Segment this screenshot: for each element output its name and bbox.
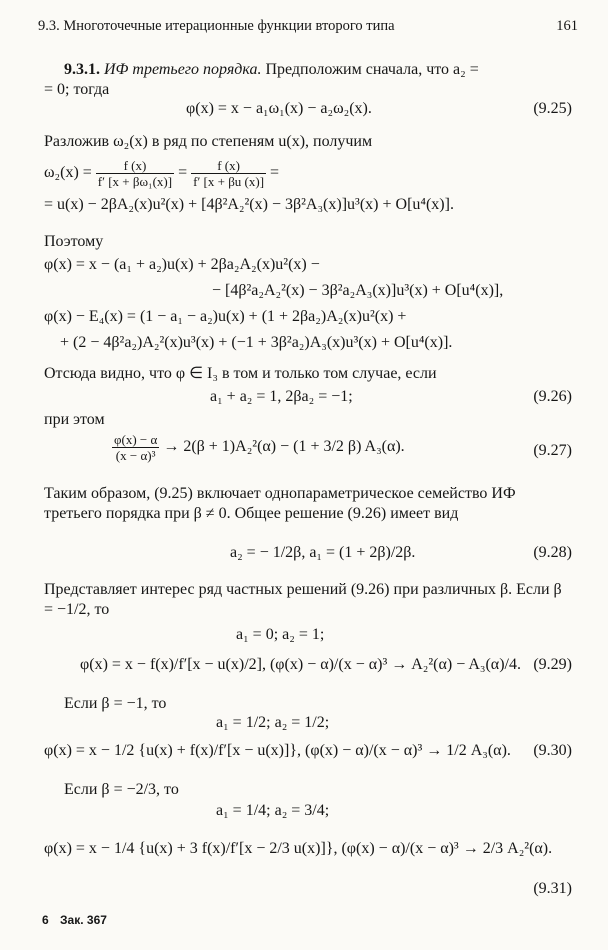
section-number: 9.3.1. [64, 61, 100, 78]
equation-9-27 [112, 432, 405, 463]
equation-number-9-26: (9.26) [533, 388, 572, 405]
equation-9-25: φ(x) = x − a₁ω₁(x) − a₂ω₂(x). [186, 100, 372, 117]
equation-9-30: φ(x) = x − 1/2 {u(x) + f(x)/f′[x − u(x)]}, (φ(x) − α)/(x − α)³ → 1/2 A₃(α). [44, 742, 511, 759]
phi-expansion-line-1: φ(x) = x − (a₁ + a₂)u(x) + 2βa₂A₂(x)u²(x) − [44, 256, 320, 273]
if-beta-minus-one: Если β = −1, то [64, 695, 167, 712]
equation-number-9-31: (9.31) [533, 880, 572, 897]
phi-expansion-line-2: − [4β²a₂A₂²(x) − 3β²a₂A₃(x)]u³(x) + O[u⁴(x)], [212, 282, 504, 299]
order-number: Зак. 367 [60, 913, 107, 927]
particular-solutions-paragraph: Представляет интерес ряд частных решений (9.26) при различных β. Если β = −1/2, то [44, 581, 562, 618]
equation-9-28: a₂ = − 1/2β, a₁ = (1 + 2β)/2β. [230, 544, 416, 561]
at-this-label: при этом [44, 411, 105, 428]
omega-fraction-1: $\frac{f (x)}{\text{f′ [x + βω₁(x)]}}$ [97, 158, 173, 189]
equation-number-9-25: (9.25) [533, 100, 572, 117]
omega-lhs: ω₂(x) = [44, 164, 92, 182]
solution-beta-minus-one: a₁ = 1/2; a₂ = 1/2; [216, 714, 330, 731]
equation-9-27-rhs: → 2(β + 1)A₂²(α) − (1 + 3/2 β) A₃(α). [163, 438, 405, 456]
section-intro: Предположим сначала, что a₂ = [265, 61, 479, 78]
sheet-number: 6 [42, 913, 49, 927]
printer-signature [42, 913, 107, 927]
equation-number-9-29: (9.29) [533, 656, 572, 673]
equation-number-9-28: (9.28) [533, 544, 572, 561]
expansion-text: Разложив ω₂(x) в ряд по степеням u(x), получим [44, 133, 373, 150]
solution-beta-minus-half: a₁ = 0; a₂ = 1; [236, 626, 325, 643]
section-title: ИФ третьего порядка. [104, 61, 262, 78]
equation-9-26: a₁ + a₂ = 1, 2βa₂ = −1; [210, 388, 353, 405]
phi-error-line-2: + (2 − 4β²a₂)A₂²(x)u³(x) + (−1 + 3β²a₂)A₃(x)u³(x) + O[u⁴(x)]. [60, 334, 453, 351]
therefore-label: Поэтому [44, 233, 104, 250]
phi-error-line-1: φ(x) − E₄(x) = (1 − a₁ − a₂)u(x) + (1 + 2βa₂)A₂(x)u²(x) + [44, 308, 407, 325]
equation-number-9-27: (9.27) [533, 442, 572, 459]
equation-9-27-fraction: $\frac{\varphi(x) - \alpha}{\text{(x − α)³}}$ [114, 432, 158, 463]
if-beta-minus-two-thirds: Если β = −2/3, то [64, 781, 179, 798]
solution-beta-minus-two-thirds: a₁ = 1/4; a₂ = 3/4; [216, 802, 330, 819]
section-intro-continued: = 0; тогда [44, 81, 110, 98]
equation-number-9-30: (9.30) [533, 742, 572, 759]
page-number: 161 [556, 18, 578, 34]
condition-text: Отсюда видно, что φ ∈ I₃ в том и только том случае, если [44, 365, 437, 382]
equation-9-29: φ(x) = x − f(x)/f′[x − u(x)/2], (φ(x) − α)/(x − α)³ → A₂²(α) − A₃(α)/4. [80, 656, 521, 673]
section-heading-paragraph [64, 60, 579, 80]
omega-expression: ω₂(x) = $\frac{f (x)}{\text{f′ [x + βω₁(x)]}}$ = $\frac{f (x)}{f' [x + \beta u (x)]}$ = [44, 158, 280, 189]
family-paragraph: Таким образом, (9.25) включает однопараметрическое семейство ИФ третьего порядка при β ≠ 0. Общее решение (9.26) имеет вид [44, 485, 516, 522]
equation-9-31: φ(x) = x − 1/4 {u(x) + 3 f(x)/f′[x − 2/3 u(x)]}, (φ(x) − α)/(x − α)³ → 2/3 A₂²(α). [44, 840, 553, 857]
omega-expansion: = u(x) − 2βA₂(x)u²(x) + [4β²A₂²(x) − 3β²A₃(x)]u³(x) + O[u⁴(x)]. [44, 196, 454, 213]
running-title: 9.3. Многоточечные итерационные функции второго типа [38, 18, 395, 34]
omega-fraction-2: $\frac{f (x)}{f' [x + \beta u (x)]}$ [193, 158, 265, 189]
